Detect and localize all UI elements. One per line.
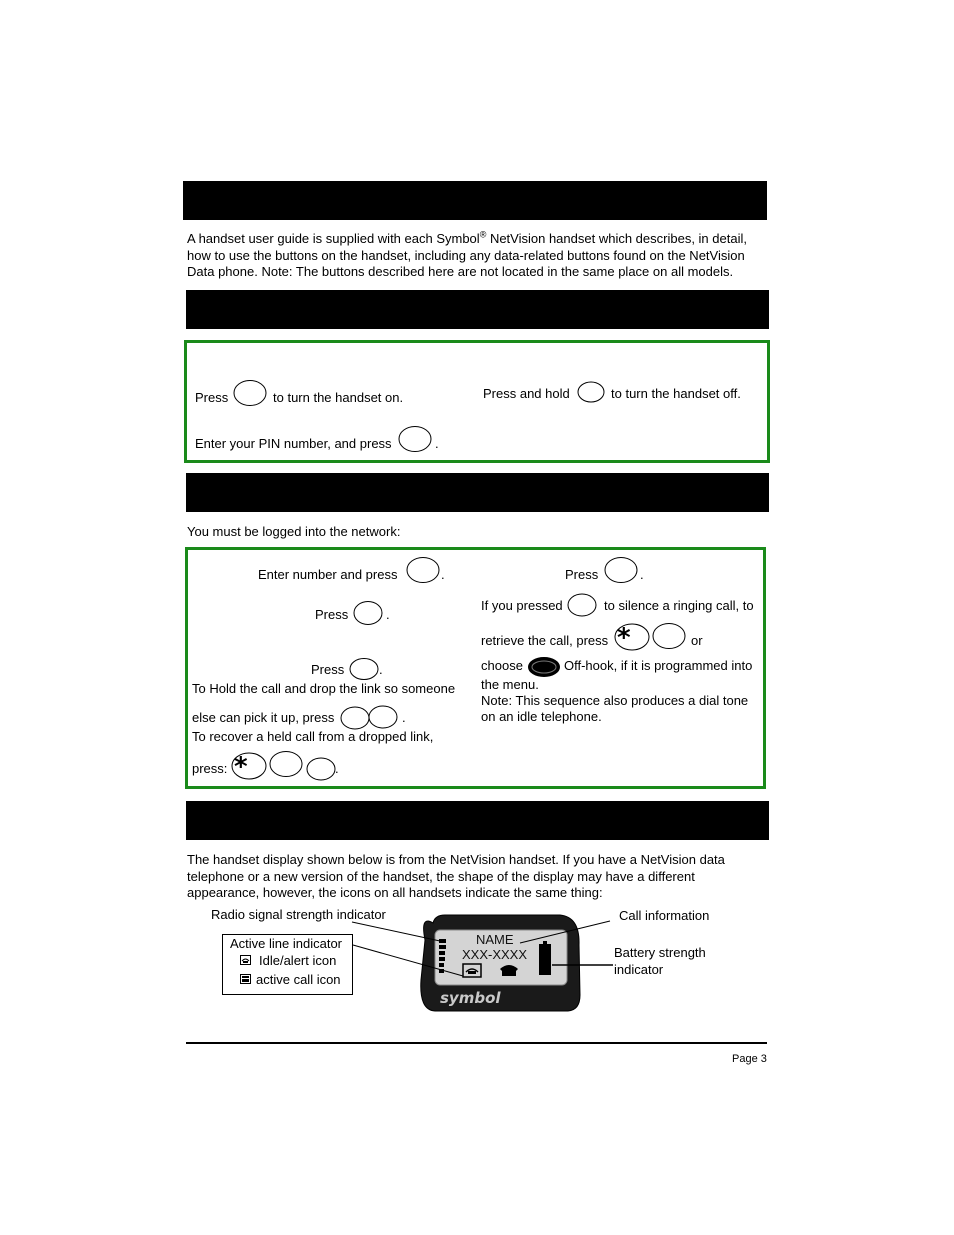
hold-drop-period: . [402, 710, 406, 725]
dial-tone-note-1: Note: This sequence also produces a dial tone [481, 693, 749, 708]
radio-signal-label: Radio signal strength indicator [211, 907, 386, 922]
press-hold-label: Press and hold [483, 386, 570, 401]
display-para-1: The handset display shown below is from the NetVision handset. If you have a NetVision data [187, 852, 725, 867]
retrieve-label: retrieve the call, press [481, 633, 609, 648]
hold-press-label: Press [311, 662, 345, 677]
brand-logo: symbol [440, 989, 501, 1007]
page-number: Page 3 [732, 1053, 767, 1065]
end-press-label: Press [315, 607, 349, 622]
power-press-label: Press [195, 390, 229, 405]
turn-on-label: to turn the handset on. [273, 390, 404, 405]
intro-line-1: A handset user guide is supplied with each Symbol® NetVision handset which describes, in detail, [187, 229, 747, 246]
pin-label: Enter your PIN number, and press [195, 436, 392, 451]
screen-name: NAME [476, 932, 514, 947]
svg-text:*: * [234, 752, 248, 782]
active-call-label: active call icon [256, 972, 341, 987]
answer-period: . [640, 567, 644, 582]
display-para-2: telephone or a new version of the handset, the shape of the display may have a different [187, 869, 695, 884]
answer-press-label: Press [565, 567, 599, 582]
turn-off-label: to turn the handset off. [611, 386, 741, 401]
offhook-label: Off-hook, if it is programmed into [564, 658, 753, 673]
footer-rule [186, 1042, 767, 1044]
dial-tone-note-2: on an idle telephone. [481, 709, 602, 724]
or-label: or [691, 633, 703, 648]
if-pressed-label: If you pressed [481, 598, 563, 613]
enter-number-label: Enter number and press [258, 567, 398, 582]
battery-label-1: Battery strength [614, 945, 706, 960]
svg-text:*: * [617, 623, 631, 653]
intro-line-2: how to use the buttons on the handset, including any data-related buttons found on the NetVision [187, 248, 745, 263]
recover-press-label: press: [192, 761, 228, 776]
hold-drop-line-2: else can pick it up, press [192, 710, 335, 725]
the-menu-label: the menu. [481, 677, 539, 692]
end-press-period: . [386, 607, 390, 622]
idle-alert-label: Idle/alert icon [259, 953, 337, 968]
choose-label: choose [481, 658, 523, 673]
battery-label-2: indicator [614, 962, 664, 977]
recover-label: To recover a held call from a dropped link, [192, 729, 434, 744]
active-line-label: Active line indicator [230, 936, 342, 951]
pin-period: . [435, 436, 439, 451]
display-para-3: appearance, however, the icons on all handsets indicate the same thing: [187, 885, 603, 900]
logged-in-note: You must be logged into the network: [187, 524, 401, 539]
hold-drop-line-1: To Hold the call and drop the link so someone [192, 681, 456, 696]
silence-label: to silence a ringing call, to [604, 598, 754, 613]
intro-line-3: Data phone. Note: The buttons described here are not located in the same place on all models. [187, 264, 734, 279]
screen-number: XXX-XXXX [462, 947, 528, 962]
recover-period: . [335, 761, 339, 776]
hold-press-period: . [379, 662, 383, 677]
enter-number-period: . [441, 567, 445, 582]
call-info-label: Call information [619, 908, 710, 923]
